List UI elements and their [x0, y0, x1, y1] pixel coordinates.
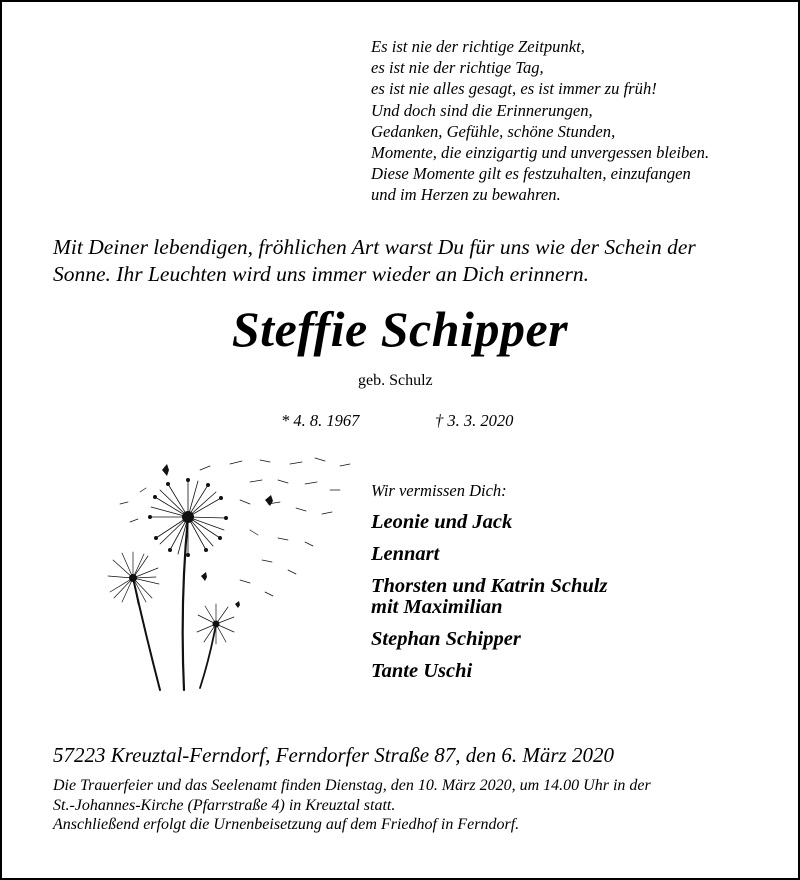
poem-line: und im Herzen zu bewahren.: [371, 185, 561, 205]
poem-line: es ist nie der richtige Tag,: [371, 58, 544, 78]
poem-line: Momente, die einzigartig und unvergessen bleiben.: [371, 143, 710, 163]
poem-line: es ist nie alles gesagt, es ist immer zu früh!: [371, 79, 657, 99]
mourner-entry: Stephan Schipper: [371, 628, 521, 650]
mourner-entry: Tante Uschi: [371, 660, 473, 682]
service-line: Die Trauerfeier und das Seelenamt finden Dienstag, den 10. März 2020, um 14.00 Uhr in der: [53, 777, 651, 794]
mourner-entry: Thorsten und Katrin Schulz: [371, 575, 608, 597]
poem-line: Diese Momente gilt es festzuhalten, einzufangen: [371, 164, 691, 184]
mourners-heading: Wir vermissen Dich:: [371, 481, 507, 500]
dandelion-illustration: [100, 452, 370, 697]
service-info: [53, 776, 773, 835]
deceased-name: Steffie Schipper: [231, 301, 569, 357]
mourner-entry: mit Maximilian: [371, 596, 503, 618]
mourner-entry: Lennart: [371, 543, 440, 565]
poem-line: Es ist nie der richtige Zeitpunkt,: [371, 37, 585, 56]
intro-text: Mit Deiner lebendigen, fröhlichen Art warst Du für uns wie der Schein der Sonne. Ihr Leuchten wird uns immer wieder an Dich erinnern.: [53, 235, 696, 286]
place-and-date: 57223 Kreuztal-Ferndorf, Ferndorfer Straße 87, den 6. März 2020: [53, 743, 614, 767]
poem-line: Und doch sind die Erinnerungen,: [371, 100, 593, 120]
mourners-list: [371, 512, 771, 693]
birth-date: * 4. 8. 1967: [281, 411, 360, 430]
maiden-name: geb. Schulz: [358, 372, 433, 389]
poem-line: Gedanken, Gefühle, schöne Stunden,: [371, 121, 616, 141]
poem: [371, 36, 781, 206]
service-line: Anschließend erfolgt die Urnenbeisetzung auf dem Friedhof in Ferndorf.: [53, 816, 520, 833]
mourner-entry: Leonie und Jack: [371, 511, 513, 533]
death-date: † 3. 3. 2020: [435, 411, 514, 430]
service-line: St.-Johannes-Kirche (Pfarrstraße 4) in Kreuztal statt.: [53, 796, 396, 814]
